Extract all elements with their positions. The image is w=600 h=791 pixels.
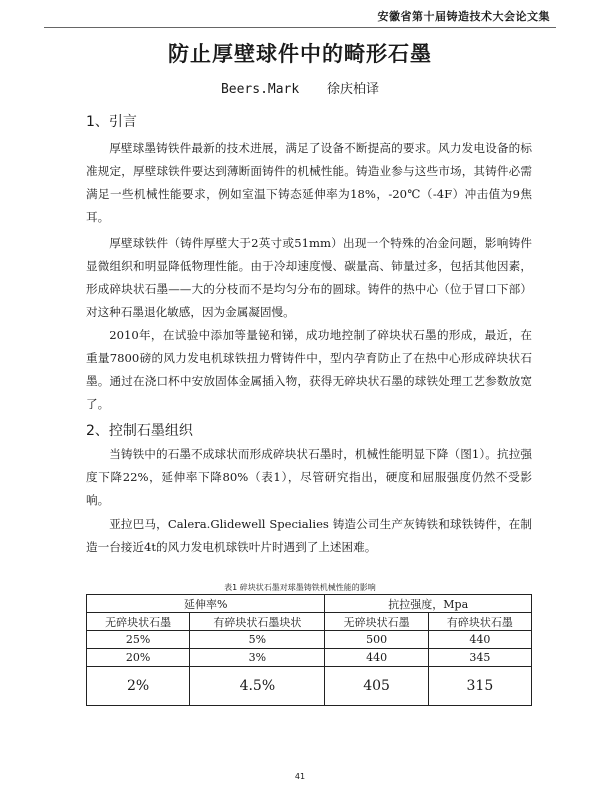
sub-header: 无碎块状石墨 bbox=[87, 613, 190, 631]
table-cell: 5% bbox=[190, 631, 325, 649]
table-cell: 3% bbox=[190, 649, 325, 667]
table-caption: 表1 碎块状石墨对球墨铸铁机械性能的影响 bbox=[224, 583, 376, 592]
running-header: 安徽省第十届铸造技术大会论文集 bbox=[377, 10, 550, 23]
table-cell: 440 bbox=[428, 631, 531, 649]
table-cell: 2% bbox=[87, 667, 190, 706]
paper-title: 防止厚壁球件中的畸形石墨 bbox=[168, 42, 432, 66]
table-cell: 500 bbox=[325, 631, 428, 649]
paragraph: 亚拉巴马，Calera.Glidewell Specialies 铸造公司生产灰铸铁和球铁铸件，在制造一台接近4t的风力发电机球铁叶片时遇到了上述困难。 bbox=[86, 517, 532, 554]
table-sub-header-row bbox=[87, 613, 532, 631]
table-group-header-row bbox=[87, 595, 532, 613]
table-cell: 315 bbox=[428, 667, 531, 706]
sub-header: 无碎块状石墨 bbox=[325, 613, 428, 631]
header-rule bbox=[44, 27, 556, 28]
paragraph: 厚壁球墨铸铁件最新的技术进展，满足了设备不断提高的要求。风力发电设备的标准规定，厚壁球铁件要达到薄断面铸件的机械性能。铸造业参与这些市场，其铸件必需满足一些机械性能要求，例如室温下铸态延伸率为18%，-20℃（-4F）冲击值为9焦耳。 bbox=[86, 141, 532, 224]
table-cell: 440 bbox=[325, 649, 428, 667]
author-name: Beers.Mark bbox=[220, 82, 300, 97]
page-number: 41 bbox=[294, 772, 306, 781]
table-cell: 345 bbox=[428, 649, 531, 667]
table-cell: 20% bbox=[87, 649, 190, 667]
section-heading-control: 2、控制石墨组织 bbox=[86, 423, 193, 439]
authors-line bbox=[0, 78, 600, 97]
translator-name: 徐庆柏译 bbox=[327, 82, 380, 97]
table-cell: 405 bbox=[325, 667, 428, 706]
table-row bbox=[87, 631, 532, 649]
section-heading-intro: 1、引言 bbox=[86, 114, 137, 130]
paragraph: 厚壁球铁件（铸件厚壁大于2英寸或51mm）出现一个特殊的冶金问题，影响铸件显微组织和明显降低物理性能。由于冷却速度慢、碳量高、铈量过多，包括其他因素，形成碎块状石墨——大的分枝而不是均匀分布的圆球。铸件的热中心（位于冒口下部）对这种石墨退化敏感，因为金属凝固慢。 bbox=[86, 236, 532, 319]
properties-table bbox=[86, 594, 532, 706]
table-cell: 25% bbox=[87, 631, 190, 649]
table-row bbox=[87, 649, 532, 667]
sub-header: 有碎块状石墨 bbox=[428, 613, 531, 631]
table-row bbox=[87, 667, 532, 706]
group-header-elongation: 延伸率% bbox=[87, 595, 325, 613]
paragraph: 2010年，在试验中添加等量铋和锑，成功地控制了碎块状石墨的形成，最近，在重量7800磅的风力发电机球铁扭力臂铸件中，型内孕育防止了在热中心形成碎块状石墨。通过在浇口杯中安放固体金属插入物，获得无碎块状石墨的球铁处理工艺参数放宽了。 bbox=[86, 328, 532, 411]
sub-header: 有碎块状石墨块状 bbox=[190, 613, 325, 631]
paragraph: 当铸铁中的石墨不成球状而形成碎块状石墨时，机械性能明显下降（图1）。抗拉强度下降22%，延伸率下降80%（表1），尽管研究指出，硬度和屈服强度仍然不受影响。 bbox=[86, 447, 532, 507]
table-cell: 4.5% bbox=[190, 667, 325, 706]
group-header-tensile: 抗拉强度，Mpa bbox=[325, 595, 532, 613]
